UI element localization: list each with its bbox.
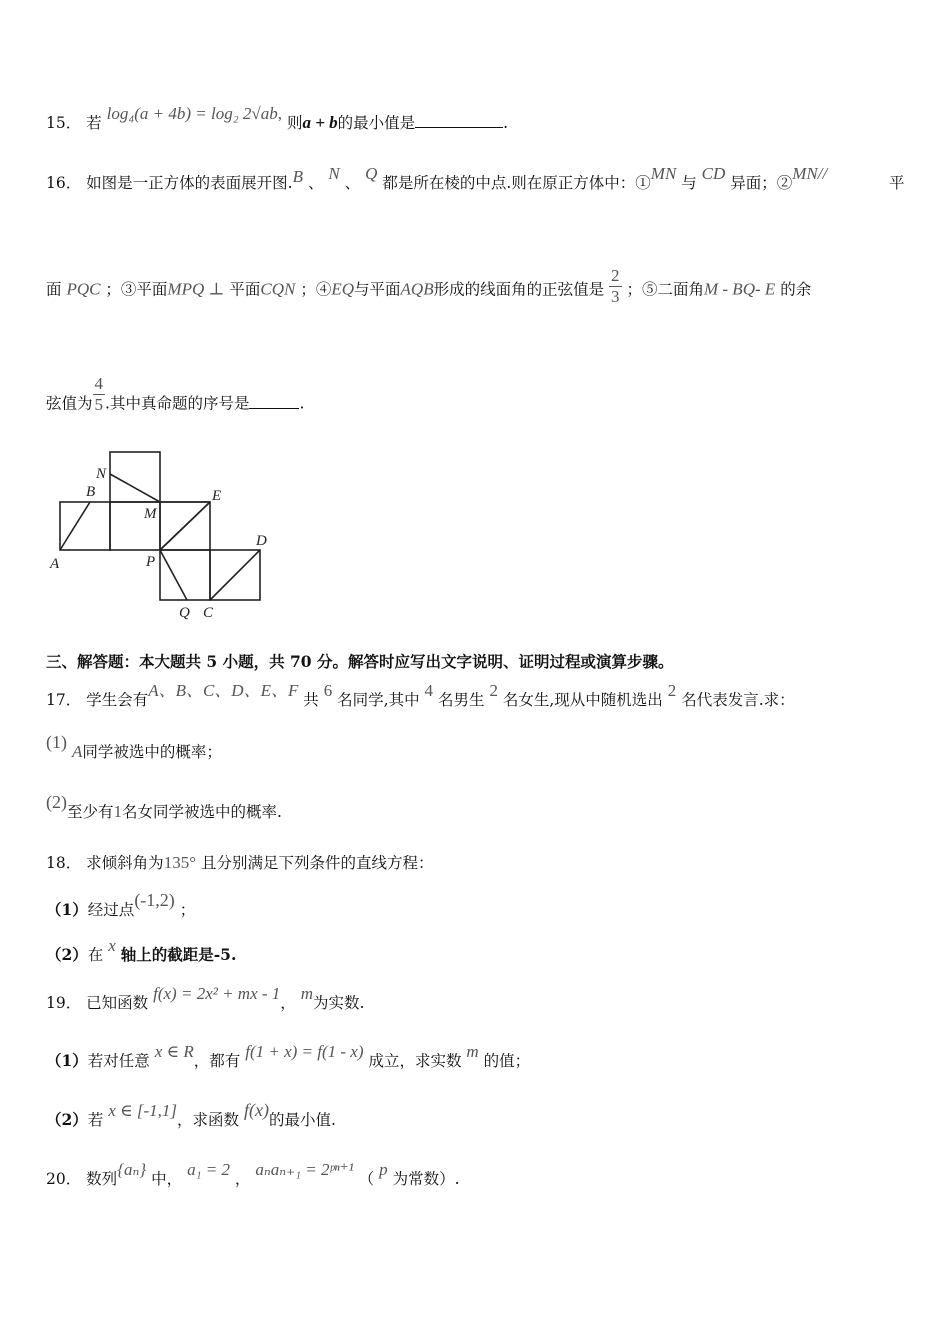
- q19-lead: 已知函数: [86, 994, 149, 1012]
- q19-p1-m: m: [466, 1042, 479, 1061]
- q16-N: N: [328, 164, 340, 183]
- q19-p2-range: x ∈ [-1,1]: [108, 1101, 178, 1120]
- q16-fraction-4-5: [93, 374, 106, 415]
- label-M: M: [144, 506, 157, 522]
- q16-s3: ；③平面: [105, 280, 168, 299]
- q16-frac1-den: 3: [611, 287, 620, 306]
- q16-number: 16．: [46, 174, 82, 192]
- q17-p1-var: A: [71, 742, 83, 761]
- q19-p1-mid: ，都有: [193, 1052, 241, 1070]
- q16-MNpar: MN//: [792, 164, 828, 183]
- q16-frac1-num: 2: [611, 266, 620, 285]
- question-17-part2: [46, 792, 282, 823]
- q19-p1-cond: x ∈ R: [154, 1042, 194, 1061]
- q16-s4: ；④: [300, 280, 332, 299]
- q17-p2-num: 1: [113, 802, 123, 821]
- q19-p2-pre: 若: [87, 1111, 104, 1129]
- q16-frac2-den: 5: [94, 395, 104, 414]
- q20-comma: ，: [234, 1170, 251, 1188]
- label-E: E: [212, 488, 222, 504]
- q16-MN1: MN: [650, 164, 677, 183]
- q18-p2-var: x: [108, 936, 116, 955]
- question-15: [46, 104, 509, 134]
- q15-answer-blank: [415, 113, 503, 128]
- q19-p2-end: 的最小值.: [268, 1111, 336, 1129]
- q16-skew: 异面；②: [730, 174, 793, 192]
- net-square-bottom-left: [160, 550, 210, 600]
- q16-line2-a: 面: [46, 280, 62, 299]
- label-B: B: [86, 484, 96, 500]
- q17-girls-txt: 名女生,现从中随机选出: [502, 691, 663, 709]
- q16-B: B: [292, 167, 303, 186]
- q19-p2-label: （2）: [46, 1110, 88, 1129]
- question-16-line3: [46, 374, 305, 425]
- q17-p2-pre: 至少有: [67, 803, 114, 821]
- q17-boys: 4: [424, 681, 434, 700]
- question-17: [46, 681, 795, 711]
- segment-EP: [160, 502, 210, 550]
- question-19: [46, 984, 365, 1014]
- question-18-part1: [46, 890, 196, 921]
- q16-s5: ；⑤二面角: [626, 280, 704, 299]
- q20-number: 20．: [46, 1170, 82, 1188]
- net-square-top: [110, 452, 160, 502]
- q19-p2-func: f(x): [243, 1100, 269, 1120]
- q19-p1-eq: f(1 + x) = f(1 - x): [245, 1042, 364, 1061]
- question-16-line2: [46, 266, 812, 311]
- q17-pick: 2: [667, 681, 677, 700]
- segment-CD: [210, 550, 260, 600]
- q16-answer-blank: [249, 394, 299, 409]
- segment-PQ: [160, 550, 187, 600]
- q17-p1-text: 同学被选中的概率；: [82, 743, 222, 761]
- q18-p2-text: 轴上的截距是-5.: [120, 945, 237, 964]
- label-C: C: [203, 605, 214, 621]
- q16-line3-b: .其中真命题的序号是: [105, 394, 250, 413]
- q16-angle-text: 形成的线面角的正弦值是: [433, 280, 605, 299]
- q15-formula: log₄(a + 4b) = log₂ 2√ab: [106, 104, 278, 123]
- label-P: P: [146, 554, 156, 570]
- q17-mid: 名同学,其中: [337, 691, 420, 709]
- section-3-heading: 三、解答题：本大题共 5 小题，共 70 分。解答时应写出文字说明、证明过程或演算步骤。: [46, 652, 674, 671]
- q15-tail: 的最小值是: [337, 114, 416, 132]
- q19-tail: 为实数.: [313, 994, 365, 1012]
- q18-number: 18．: [46, 854, 82, 872]
- label-D: D: [256, 533, 267, 549]
- q17-people: A、B、C、D、E、F: [148, 681, 299, 700]
- question-20: [46, 1160, 460, 1190]
- segment-AB: [60, 502, 90, 550]
- q20-p: p: [379, 1160, 388, 1179]
- q16-plane2: 平面: [229, 280, 261, 299]
- q16-PQC: PQC: [66, 279, 101, 299]
- q15-mid: 则: [286, 114, 303, 132]
- q19-p1-label: （1）: [46, 1051, 88, 1070]
- q15-lead: 若: [86, 114, 102, 132]
- q19-p1-end: 的值；: [483, 1052, 531, 1070]
- q16-MPQ: MPQ ⊥: [167, 279, 225, 299]
- q18-p1-text: 经过点: [87, 901, 135, 919]
- question-19-part1: [46, 1042, 531, 1072]
- q19-p1-text: 成立，求实数: [368, 1052, 462, 1070]
- q18-p1-end: ；: [179, 901, 196, 919]
- q17-boys-txt: 名男生: [437, 691, 485, 709]
- q18-p2-label: （2）: [46, 945, 88, 964]
- q19-number: 19．: [46, 994, 82, 1012]
- q20-mid: 中，: [151, 1170, 183, 1188]
- q15-end: .: [503, 114, 509, 132]
- question-18: [46, 852, 433, 874]
- question-19-part2: [46, 1100, 336, 1131]
- q17-p2-text: 名女同学被选中的概率.: [122, 803, 282, 821]
- q16-line3-a: 弦值为: [46, 394, 93, 413]
- q19-var-m: m: [300, 984, 314, 1003]
- q20-seq: {aₙ}: [117, 1160, 147, 1179]
- q16-sep1: 、: [307, 174, 324, 192]
- q18-tail: 且分别满足下列条件的直线方程：: [200, 854, 434, 872]
- q16-sep2: 、: [344, 174, 361, 192]
- q20-paren-open: （: [358, 1170, 375, 1188]
- q16-ping: 平: [889, 174, 905, 192]
- q15-number: 15．: [46, 114, 82, 132]
- q19-p2-mid: ，求函数: [177, 1111, 240, 1129]
- q16-with: 与平面: [354, 280, 401, 299]
- question-17-part1: [46, 732, 222, 763]
- q16-intro: 如图是一正方体的表面展开图.: [86, 174, 293, 192]
- q16-CD: CD: [701, 164, 726, 183]
- q16-de: 的余: [780, 280, 812, 299]
- q20-lead: 数列: [86, 1170, 118, 1188]
- q16-frac2-num: 4: [94, 374, 104, 393]
- q17-p1-label: (1): [46, 732, 67, 752]
- q16-CQN: CQN: [260, 279, 296, 299]
- q17-total-pre: 共: [303, 691, 319, 709]
- q18-p1-label: （1）: [46, 900, 88, 919]
- q17-p2-label: (2): [46, 792, 67, 812]
- q16-EQ: EQ: [331, 279, 355, 299]
- q16-Q: Q: [365, 164, 378, 183]
- q16-and: 与: [681, 174, 697, 192]
- q15-target: a + b: [302, 113, 338, 132]
- q16-fraction-2-3: [609, 266, 622, 307]
- q19-comma: ，: [280, 994, 296, 1012]
- q17-total: 6: [323, 681, 333, 700]
- q17-tail: 名代表发言.求：: [681, 691, 795, 709]
- q17-girls: 2: [489, 681, 498, 700]
- q17-lead: 学生会有: [86, 691, 149, 709]
- label-N: N: [96, 466, 107, 482]
- segment-NM: [110, 474, 160, 502]
- label-Q: Q: [179, 605, 190, 621]
- question-18-part2: [46, 936, 237, 966]
- q16-dihedral: M - BQ- E: [703, 279, 776, 299]
- label-A: A: [50, 556, 60, 572]
- q18-lead: 求倾斜角为: [86, 854, 164, 872]
- q18-angle: 135°: [163, 853, 196, 872]
- q20-rec: aₙaₙ₊₁ = 2ᵖⁿ⁺¹: [255, 1160, 354, 1179]
- q18-p1-point: (-1,2): [134, 890, 175, 910]
- q15-comma: ,: [277, 104, 282, 123]
- question-16: [46, 164, 905, 194]
- q18-p2-pre: 在: [87, 946, 104, 964]
- q19-func: f(x) = 2x² + mx - 1: [153, 984, 281, 1003]
- q16-end: .: [299, 394, 305, 413]
- q19-p1-pre: 若对任意: [87, 1052, 150, 1070]
- q20-tail: 为常数）.: [392, 1170, 460, 1188]
- q17-number: 17．: [46, 691, 82, 709]
- q16-AQB: AQB: [400, 279, 434, 299]
- q20-a1: a₁ = 2: [187, 1160, 230, 1179]
- q16-mid: 都是所在棱的中点.则在原正方体中：①: [382, 174, 651, 192]
- cube-net-figure: [46, 448, 286, 628]
